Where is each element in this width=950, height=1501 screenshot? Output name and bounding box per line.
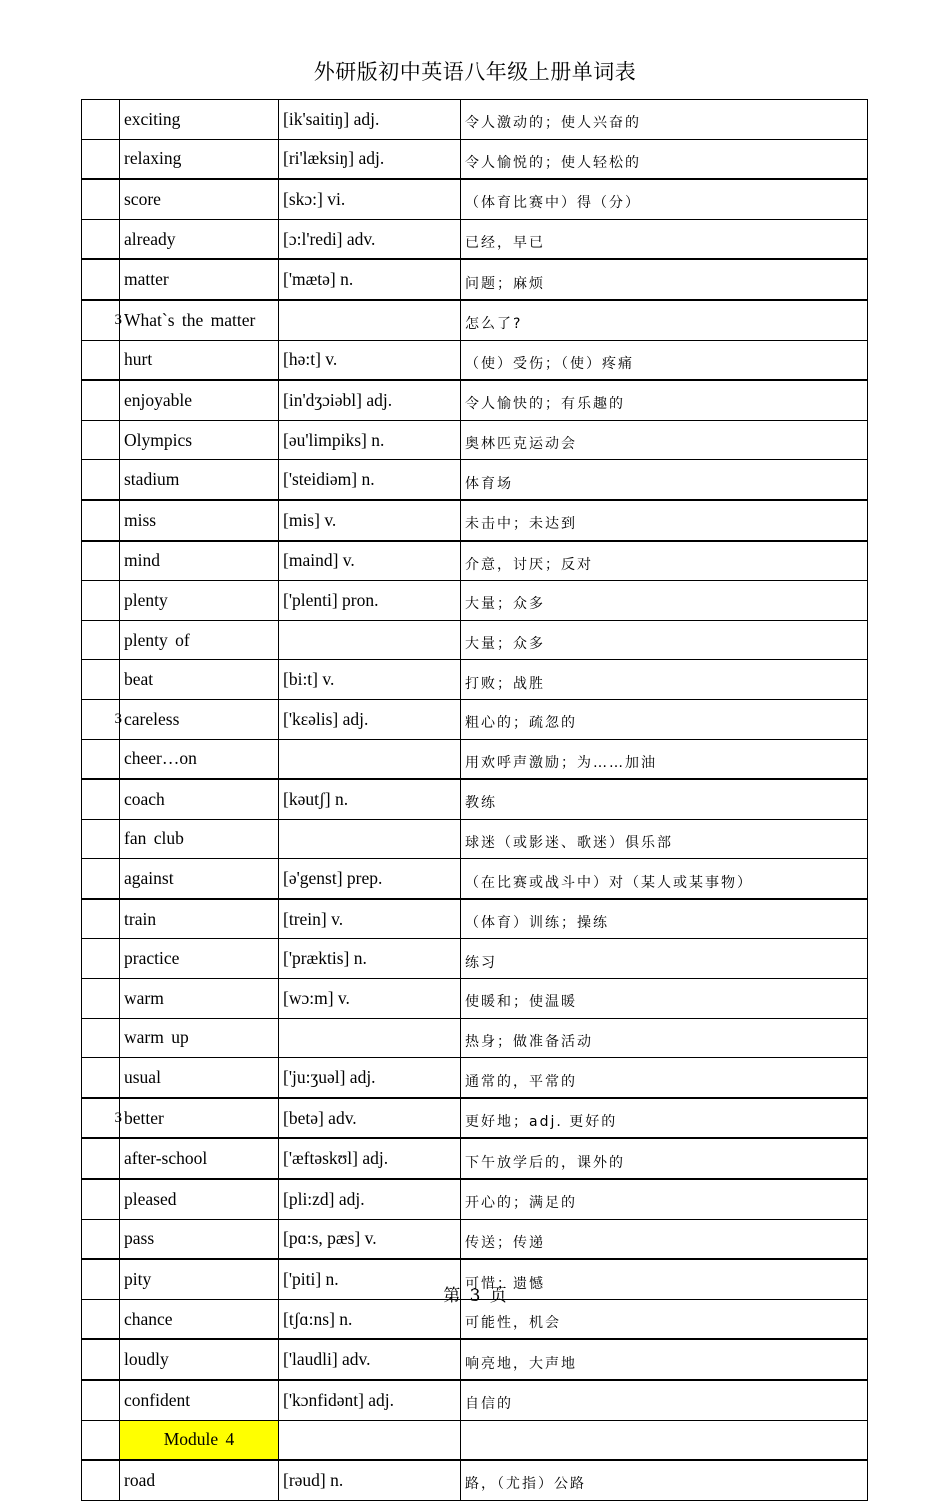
page-title: 外研版初中英语八年级上册单词表 (313, 60, 637, 84)
word-cell: What`s the matter (120, 300, 279, 340)
row-number: 3 (114, 311, 122, 328)
word-cell: pass (120, 1219, 279, 1259)
row-number: 3 (114, 710, 122, 727)
meaning-cell: 令人愉悦的；使人轻松的 (461, 139, 868, 179)
vocab-row (82, 380, 868, 420)
phonetic-cell (279, 620, 461, 660)
word-cell: against (120, 859, 279, 899)
vocab-row (82, 979, 868, 1019)
vocab-row (82, 420, 868, 460)
meaning-cell: 响亮地，大声地 (461, 1339, 868, 1380)
phonetic-cell: [wɔ:m] v. (279, 979, 461, 1019)
phonetic-cell: ['kɛəlis] adj. (279, 699, 461, 739)
word-cell: exciting (120, 100, 279, 140)
phonetic-cell: ['æftəskʊl] adj. (279, 1138, 461, 1179)
phonetic-cell: [tʃɑ:ns] n. (279, 1299, 461, 1339)
phonetic-cell: [ɔ:l'redi] adv. (279, 219, 461, 259)
meaning-cell: 令人激动的；使人兴奋的 (461, 100, 868, 140)
meaning-cell: 用欢呼声激励；为……加油 (461, 739, 868, 779)
vocab-row (82, 1460, 868, 1500)
word-cell: loudly (120, 1339, 279, 1380)
word-cell: coach (120, 779, 279, 819)
meaning-cell: 下午放学后的，课外的 (461, 1138, 868, 1179)
phonetic-cell: [maind] v. (279, 541, 461, 581)
vocab-row (82, 1098, 868, 1139)
row-number-cell (82, 699, 120, 739)
vocab-row (82, 1058, 868, 1098)
word-cell: cheer…on (120, 739, 279, 779)
vocab-row (82, 139, 868, 179)
row-number-cell (82, 340, 120, 380)
phonetic-cell: ['plenti] pron. (279, 581, 461, 621)
meaning-cell: （体育）训练；操练 (461, 899, 868, 939)
row-number-cell (82, 1420, 120, 1460)
vocab-row (82, 699, 868, 739)
meaning-cell: 未击中；未达到 (461, 500, 868, 541)
vocab-row (82, 1138, 868, 1179)
word-cell: enjoyable (120, 380, 279, 420)
row-number-cell (82, 1380, 120, 1420)
row-number-cell (82, 739, 120, 779)
meaning-cell (461, 1420, 868, 1460)
vocab-row (82, 779, 868, 819)
row-number-cell (82, 581, 120, 621)
word-cell: plenty (120, 581, 279, 621)
row-number-cell (82, 460, 120, 500)
word-cell: miss (120, 500, 279, 541)
word-cell: mind (120, 541, 279, 581)
vocab-row (82, 859, 868, 899)
vocab-row (82, 300, 868, 340)
phonetic-cell: [ri'læksiŋ] adj. (279, 139, 461, 179)
meaning-cell: 使暖和；使温暖 (461, 979, 868, 1019)
word-cell: warm (120, 979, 279, 1019)
row-number-cell (82, 500, 120, 541)
row-number-cell (82, 420, 120, 460)
meaning-cell: 体育场 (461, 460, 868, 500)
phonetic-cell: [kəutʃ] n. (279, 779, 461, 819)
vocab-row (82, 219, 868, 259)
vocab-row (82, 100, 868, 140)
phonetic-cell: [mis] v. (279, 500, 461, 541)
word-cell: beat (120, 660, 279, 700)
meaning-cell: 怎么了? (461, 300, 868, 340)
vocab-row (82, 660, 868, 700)
phonetic-cell: ['kɔnfidənt] adj. (279, 1380, 461, 1420)
module-title: Module 4 (120, 1420, 279, 1460)
phonetic-cell: [ə'genst] prep. (279, 859, 461, 899)
word-cell: hurt (120, 340, 279, 380)
phonetic-cell: [hə:t] v. (279, 340, 461, 380)
word-cell: plenty of (120, 620, 279, 660)
meaning-cell: 热身；做准备活动 (461, 1018, 868, 1058)
phonetic-cell: [ik'saitiŋ] adj. (279, 100, 461, 140)
row-number-cell (82, 979, 120, 1019)
row-number: 3 (114, 1109, 122, 1126)
word-cell: train (120, 899, 279, 939)
word-cell: warm up (120, 1018, 279, 1058)
meaning-cell: （体育比赛中）得（分） (461, 179, 868, 219)
phonetic-cell: [betə] adv. (279, 1098, 461, 1139)
row-number-cell (82, 1018, 120, 1058)
phonetic-cell (279, 1018, 461, 1058)
phonetic-cell: ['præktis] n. (279, 939, 461, 979)
meaning-cell: 可能性，机会 (461, 1299, 868, 1339)
row-number-cell (82, 660, 120, 700)
meaning-cell: 开心的；满足的 (461, 1179, 868, 1219)
vocab-row (82, 939, 868, 979)
page-footer: 第 3 页 (443, 1286, 507, 1306)
row-number-cell (82, 1179, 120, 1219)
vocab-row (82, 819, 868, 859)
phonetic-cell: [trein] v. (279, 899, 461, 939)
meaning-cell: 已经，早已 (461, 219, 868, 259)
word-cell: matter (120, 259, 279, 300)
row-number-cell (82, 1098, 120, 1139)
word-cell: practice (120, 939, 279, 979)
meaning-cell: 粗心的；疏忽的 (461, 699, 868, 739)
meaning-cell: 打败；战胜 (461, 660, 868, 700)
phonetic-cell: ['laudli] adv. (279, 1339, 461, 1380)
meaning-cell: 自信的 (461, 1380, 868, 1420)
word-cell: better (120, 1098, 279, 1139)
row-number-cell (82, 859, 120, 899)
word-cell: after-school (120, 1138, 279, 1179)
meaning-cell: 通常的，平常的 (461, 1058, 868, 1098)
word-cell: chance (120, 1299, 279, 1339)
phonetic-cell: [rəud] n. (279, 1460, 461, 1500)
word-cell: Olympics (120, 420, 279, 460)
meaning-cell: （在比赛或战斗中）对（某人或某事物） (461, 859, 868, 899)
phonetic-cell (279, 739, 461, 779)
meaning-cell: 介意，讨厌；反对 (461, 541, 868, 581)
word-cell: already (120, 219, 279, 259)
vocab-row (82, 1380, 868, 1420)
phonetic-cell (279, 300, 461, 340)
meaning-cell: 大量；众多 (461, 581, 868, 621)
phonetic-cell: [skɔ:] vi. (279, 179, 461, 219)
vocab-row (82, 739, 868, 779)
word-cell: road (120, 1460, 279, 1500)
phonetic-cell: ['piti] n. (279, 1259, 461, 1299)
row-number-cell (82, 300, 120, 340)
row-number-cell (82, 1138, 120, 1179)
meaning-cell: 可惜；遗憾 (461, 1259, 868, 1299)
vocab-row (82, 1219, 868, 1259)
word-cell: pity (120, 1259, 279, 1299)
phonetic-cell: [pɑ:s, pæs] v. (279, 1219, 461, 1259)
vocab-row (82, 460, 868, 500)
row-number-cell (82, 1460, 120, 1500)
word-cell: relaxing (120, 139, 279, 179)
vocab-row (82, 541, 868, 581)
vocab-row (82, 899, 868, 939)
word-cell: usual (120, 1058, 279, 1098)
phonetic-cell (279, 1420, 461, 1460)
meaning-cell: 传送；传递 (461, 1219, 868, 1259)
phonetic-cell: ['steidiəm] n. (279, 460, 461, 500)
phonetic-cell (279, 819, 461, 859)
meaning-cell: 教练 (461, 779, 868, 819)
vocab-row (82, 1339, 868, 1380)
row-number-cell (82, 819, 120, 859)
word-cell: confident (120, 1380, 279, 1420)
vocab-row (82, 1179, 868, 1219)
row-number-cell (82, 259, 120, 300)
phonetic-cell: ['ju:ʒuəl] adj. (279, 1058, 461, 1098)
word-cell: score (120, 179, 279, 219)
vocab-row (82, 1018, 868, 1058)
word-cell: stadium (120, 460, 279, 500)
word-cell: fan club (120, 819, 279, 859)
phonetic-cell: [əu'limpiks] n. (279, 420, 461, 460)
module-header-row (82, 1420, 868, 1460)
meaning-cell: 球迷（或影迷、歌迷）俱乐部 (461, 819, 868, 859)
vocab-row (82, 581, 868, 621)
vocab-row (82, 179, 868, 219)
meaning-cell: 奥林匹克运动会 (461, 420, 868, 460)
phonetic-cell: [pli:zd] adj. (279, 1179, 461, 1219)
meaning-cell: 路，（尤指）公路 (461, 1460, 868, 1500)
row-number-cell (82, 380, 120, 420)
row-number-cell (82, 620, 120, 660)
meaning-cell: （使）受伤；（使）疼痛 (461, 340, 868, 380)
row-number-cell (82, 219, 120, 259)
meaning-cell: 大量；众多 (461, 620, 868, 660)
phonetic-cell: [bi:t] v. (279, 660, 461, 700)
row-number-cell (82, 1219, 120, 1259)
word-cell: pleased (120, 1179, 279, 1219)
row-number-cell (82, 179, 120, 219)
row-number-cell (82, 939, 120, 979)
row-number-cell (82, 899, 120, 939)
vocab-row (82, 340, 868, 380)
word-cell: careless (120, 699, 279, 739)
meaning-cell: 练习 (461, 939, 868, 979)
meaning-cell: 问题；麻烦 (461, 259, 868, 300)
row-number-cell (82, 779, 120, 819)
vocab-row (82, 620, 868, 660)
row-number-cell (82, 1058, 120, 1098)
phonetic-cell: ['mætə] n. (279, 259, 461, 300)
meaning-cell: 令人愉快的；有乐趣的 (461, 380, 868, 420)
phonetic-cell: [in'dʒɔiəbl] adj. (279, 380, 461, 420)
row-number-cell (82, 1339, 120, 1380)
meaning-cell: 更好地；adj. 更好的 (461, 1098, 868, 1139)
vocab-row (82, 500, 868, 541)
vocab-row (82, 259, 868, 300)
row-number-cell (82, 100, 120, 140)
row-number-cell (82, 139, 120, 179)
row-number-cell (82, 541, 120, 581)
